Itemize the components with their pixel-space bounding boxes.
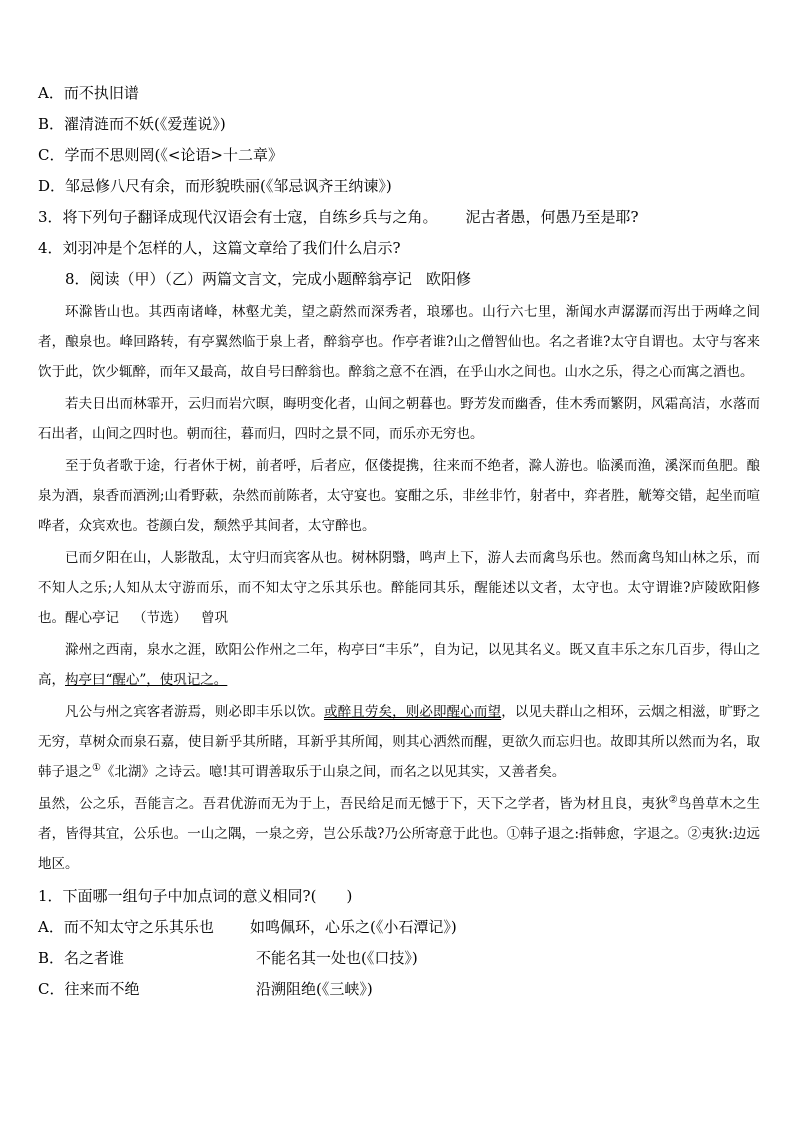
section-8-intro: 8．阅读（甲）（乙）两篇文言文，完成小题醉翁亭记 xyxy=(65,270,413,288)
passage-b-paragraph-1 xyxy=(38,635,760,695)
question-1: 1．下面哪一组句子中加点词的意义相同?( ) xyxy=(38,887,353,905)
passage-b-paragraph-3 xyxy=(38,789,760,879)
question-3 xyxy=(38,202,760,233)
passage-b-underlined-sentence-2: 或醉且劳矣，则必即醒心而望 xyxy=(323,704,502,720)
passage-b-paragraph-3-text-b: 鸟兽草木之生者，皆得其宜，公乐也。一山之隅，一泉之旁，岂公乐哉?乃公所寄意于此也。 xyxy=(38,796,761,842)
passage-a-paragraph-4-text: 已而夕阳在山，人影散乱，太守归而宾客从也。树林阴翳，鸣声上下，游人去而禽鸟乐也。然而禽鸟知山林之乐，而不知人之乐;人知从太守游而乐，而不知太守之乐其乐也。醉能同其乐，醒能述以文者，太守也。太守谓谁?庐陵欧阳修也。醒心亭记 xyxy=(38,550,760,626)
passage-a-paragraph-1: 环滁皆山也。其西南诸峰，林壑尤美，望之蔚然而深秀者，琅琊也。山行六七里，渐闻水声潺潺而泻出于两峰之间者，酿泉也。峰回路转，有亭翼然临于泉上者，醉翁亭也。作亭者谁?山之僧智仙也。名之者谁?太守自谓也。太守与客来饮于此，饮少辄醉，而年又最高，故自号曰醉翁也。醉翁之意不在酒，在乎山水之间也。山水之乐，得之心而寓之酒也。 xyxy=(38,304,760,380)
document-page xyxy=(38,78,760,1005)
passage-b-paragraph-3-text-a: 虽然，公之乐，吾能言之。吾君优游而无为于上，吾民给足而无憾于下，天下之学者，皆为材且良，夷狄 xyxy=(38,796,669,812)
question-4: 4．刘羽冲是个怎样的人，这篇文章给了我们什么启示? xyxy=(38,239,401,257)
passage-b-note: （节选） xyxy=(133,610,187,626)
passage-b-paragraph-2-text-c: 《北湖》之诗云。噫!其可谓善取乐于山泉之间，而名之以见其实，又善者矣。 xyxy=(100,764,566,780)
footnote-mark-1: ① xyxy=(92,762,101,774)
section-8-author: 欧阳修 xyxy=(426,270,472,288)
passage-a-paragraph-4 xyxy=(38,543,760,633)
q1-option-a-label: A．而不知太守之乐其乐也 xyxy=(38,918,214,936)
passage-b-paragraph-1-text: 滁州之西南，泉水之涯，欧阳公作州之二年，构亭曰“丰乐”，自为记，以见其名义。既又直丰乐之东几百步，得山之高， xyxy=(38,642,760,688)
question-3-part2: 泥古者愚，何愚乃至是耶? xyxy=(465,208,639,226)
option-c: C．学而不思则罔(《<论语>十二章》 xyxy=(38,146,283,164)
passage-b-paragraph-2 xyxy=(38,697,760,787)
footnote-mark-2: ② xyxy=(668,794,678,806)
q1-option-c-pair: 沿溯阻绝(《三峡》) xyxy=(256,980,373,998)
passage-b-paragraph-2-text-a: 凡公与州之宾客者游焉，则必即丰乐以饮。 xyxy=(65,704,324,720)
q1-option-c xyxy=(38,974,760,1005)
option-b: B．濯清涟而不妖(《爱莲说》) xyxy=(38,115,226,133)
section-8-heading xyxy=(38,264,760,295)
question-3-part1: 3．将下列句子翻译成现代汉语会有士寇，自练乡兵与之角。 xyxy=(38,208,438,226)
passage-a-paragraph-2: 若夫日出而林霏开，云归而岩穴暝，晦明变化者，山间之朝暮也。野芳发而幽香，佳木秀而繁阴，风霜高洁，水落而石出者，山间之四时也。朝而往，暮而归，四时之景不同，而乐亦无穷也。 xyxy=(38,396,760,442)
passage-b-underlined-sentence-1: 构亭曰“醒心”，使巩记之。 xyxy=(65,672,228,688)
q1-option-a-pair: 如鸣佩环，心乐之(《小石潭记》) xyxy=(250,918,457,936)
q1-option-b-label: B．名之者谁 xyxy=(38,949,125,967)
q1-option-b xyxy=(38,943,760,974)
option-d: D．邹忌修八尺有余，而形貌昳丽(《邹忌讽齐王纳谏》) xyxy=(38,177,392,195)
option-a: A．而不执旧谱 xyxy=(38,84,139,102)
footnotes: ①韩子退之:指韩愈，字退之。②夷狄:边远地区。 xyxy=(38,826,760,872)
q1-option-b-pair: 不能名其一处也(《口技》) xyxy=(256,949,418,967)
passage-b-paragraph-2-text-b: ，以见夫群山之相环，云烟之相滋，旷野之无穷，草树众而泉石嘉，使目新乎其所睹，耳新乎其所闻，则其心洒然而醒，更欲久而忘归也。故即其所以然而为名，取韩子退之 xyxy=(38,704,761,780)
passage-b-author: 曾巩 xyxy=(201,610,228,626)
q1-option-a xyxy=(38,912,760,943)
passage-a-paragraph-3: 至于负者歌于途，行者休于树，前者呼，后者应，伛偻提携，往来而不绝者，滁人游也。临溪而渔，溪深而鱼肥。酿泉为酒，泉香而酒洌;山肴野蔌，杂然而前陈者，太守宴也。宴酣之乐，非丝非竹，射者中，弈者胜，觥筹交错，起坐而喧哗者，众宾欢也。苍颜白发，颓然乎其间者，太守醉也。 xyxy=(38,458,760,534)
q1-option-c-label: C．往来而不绝 xyxy=(38,980,140,998)
